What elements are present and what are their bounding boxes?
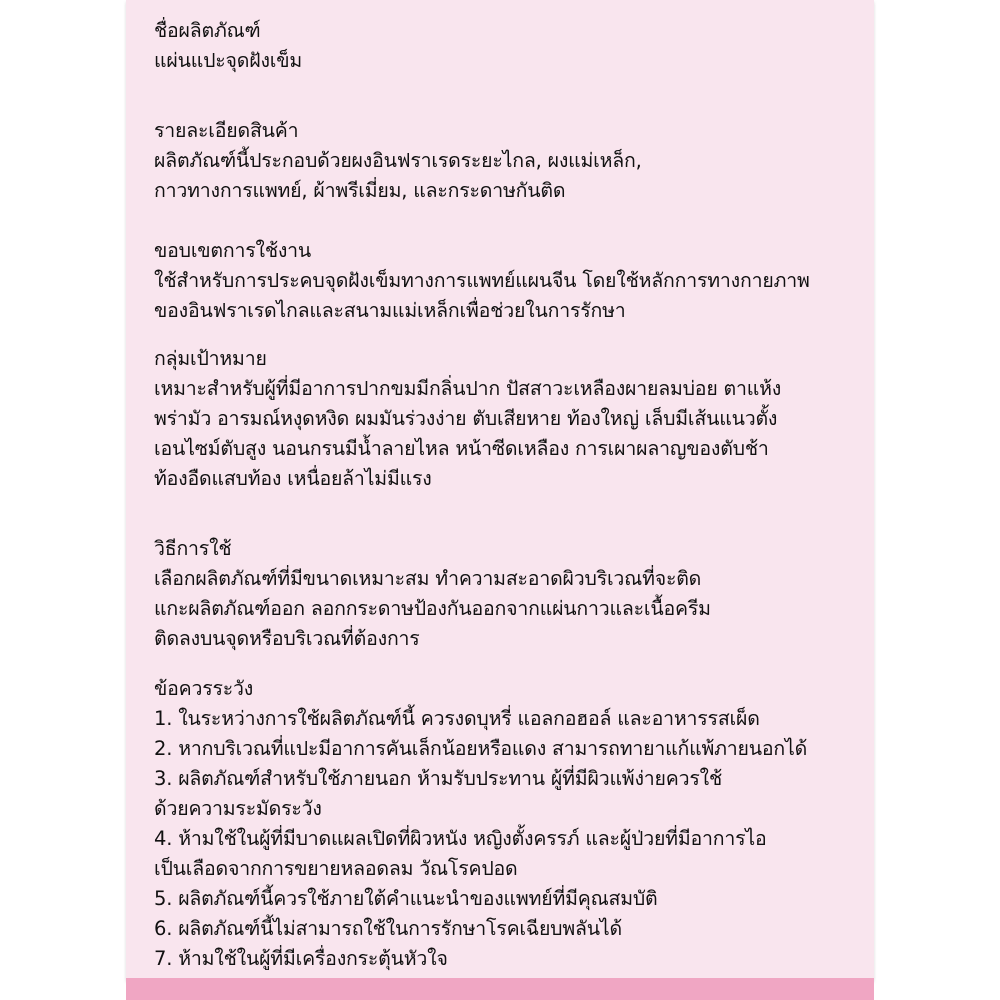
target-line: พร่ามัว อารมณ์หงุดหงิด ผมมันร่วงง่าย ตับเสียหาย ท้องใหญ่ เล็บมีเส้นแนวตั้ง — [154, 407, 778, 430]
details-line: กาวทางการแพทย์, ผ้าพรีเมี่ยม, และกระดาษกันติด — [154, 179, 566, 202]
target-line: เหมาะสำหรับผู้ที่มีอาการปากขมมีกลิ่นปาก ปัสสาวะเหลืองผายลมบ่อย ตาแห้ง — [154, 377, 782, 400]
caution-item: เป็นเลือดจากการขยายหลอดลม วัณโรคปอด — [154, 857, 518, 880]
caution-item: 6. ผลิตภัณฑ์นี้ไม่สามารถใช้ในการรักษาโรคเฉียบพลันได้ — [154, 917, 622, 940]
target-line: เอนไซม์ตับสูง นอนกรนมีน้ำลายไหล หน้าซีดเหลือง การเผาผลาญของตับช้า — [154, 437, 769, 460]
heading-target: กลุ่มเป้าหมาย — [154, 347, 267, 370]
heading-product-name: ชื่อผลิตภัณฑ์ — [154, 19, 261, 42]
target-line: ท้องอืดแสบท้อง เหนื่อยล้าไม่มีแรง — [154, 467, 432, 490]
heading-scope: ขอบเขตการใช้งาน — [154, 239, 312, 262]
caution-item: 5. ผลิตภัณฑ์นี้ควรใช้ภายใต้คำแนะนำของแพทย์ที่มีคุณสมบัติ — [154, 887, 658, 910]
usage-line: แกะผลิตภัณฑ์ออก ลอกกระดาษป้องกันออกจากแผ่นกาวและเนื้อครีม — [154, 597, 711, 620]
section-details — [154, 116, 874, 206]
bottom-accent-bar — [126, 978, 874, 1000]
caution-item: 3. ผลิตภัณฑ์สำหรับใช้ภายนอก ห้ามรับประทาน ผู้ที่มีผิวแพ้ง่ายควรใช้ — [154, 767, 722, 790]
caution-item: 7. ห้ามใช้ในผู้ที่มีเครื่องกระตุ้นหัวใจ — [154, 947, 448, 970]
section-target — [154, 344, 874, 494]
usage-line: ติดลงบนจุดหรือบริเวณที่ต้องการ — [154, 627, 420, 650]
usage-line: เลือกผลิตภัณฑ์ที่มีขนาดเหมาะสม ทำความสะอาดผิวบริเวณที่จะติด — [154, 567, 702, 590]
section-caution — [154, 674, 874, 974]
scope-line: ของอินฟราเรดไกลและสนามแม่เหล็กเพื่อช่วยในการรักษา — [154, 299, 626, 322]
caution-item: 2. หากบริเวณที่แปะมีอาการคันเล็กน้อยหรือแดง สามารถทายาแก้แพ้ภายนอกได้ — [154, 737, 808, 760]
heading-details: รายละเอียดสินค้า — [154, 119, 299, 142]
scope-line: ใช้สำหรับการประคบจุดฝังเข็มทางการแพทย์แผนจีน โดยใช้หลักการทางกายภาพ — [154, 269, 810, 292]
heading-caution: ข้อควรระวัง — [154, 677, 254, 700]
heading-usage: วิธีการใช้ — [154, 537, 232, 560]
product-name-line: แผ่นแปะจุดฝังเข็ม — [154, 49, 303, 72]
section-product-name — [154, 16, 874, 76]
caution-item: 4. ห้ามใช้ในผู้ที่มีบาดแผลเปิดที่ผิวหนัง หญิงตั้งครรภ์ และผู้ป่วยที่มีอาการไอ — [154, 827, 767, 850]
caution-item: ด้วยความระมัดระวัง — [154, 797, 322, 820]
section-usage — [154, 534, 874, 654]
details-line: ผลิตภัณฑ์นี้ประกอบด้วยผงอินฟราเรดระยะไกล, ผงแม่เหล็ก, — [154, 149, 642, 172]
section-scope — [154, 236, 874, 326]
document-panel — [126, 0, 874, 980]
caution-item: 1. ในระหว่างการใช้ผลิตภัณฑ์นี้ ควรงดบุหรี่ แอลกอฮอล์ และอาหารรสเผ็ด — [154, 707, 760, 730]
